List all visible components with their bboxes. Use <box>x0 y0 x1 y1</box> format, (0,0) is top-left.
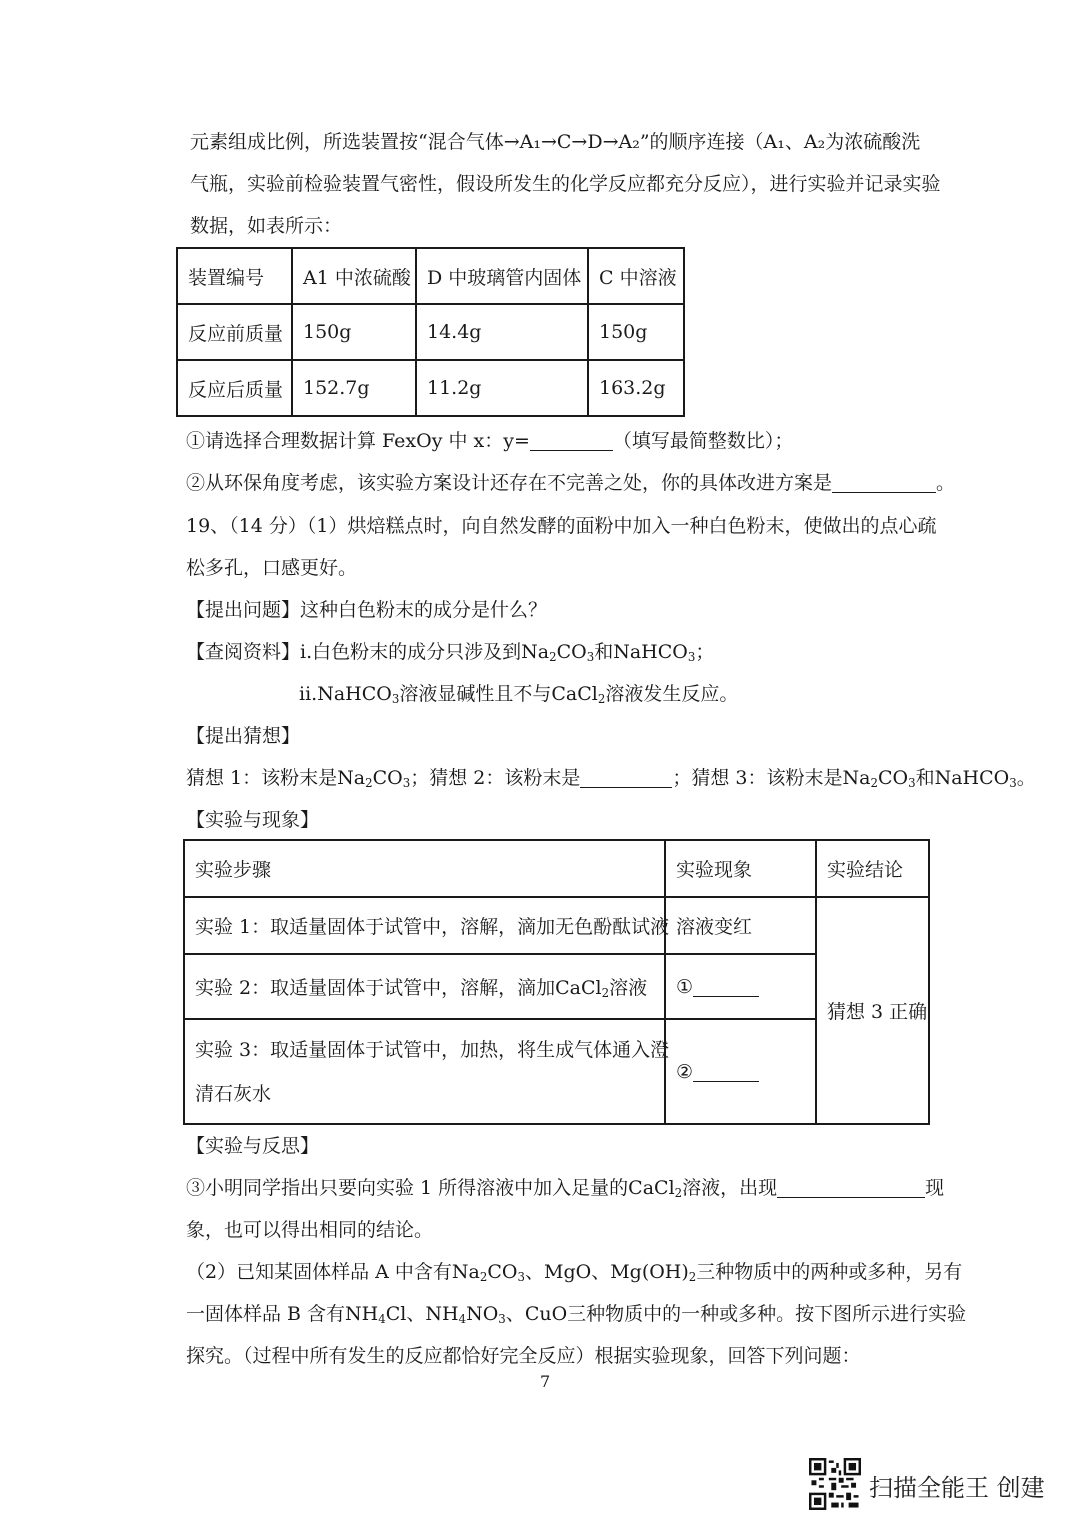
table-cell: 11.2g <box>416 360 588 416</box>
formula-subscript: 2 <box>597 691 606 706</box>
table-cell: 163.2g <box>588 360 684 416</box>
formula-subscript: 3 <box>498 1311 506 1326</box>
experiment-table-header-row <box>184 840 929 897</box>
formula-part: CO <box>556 641 587 663</box>
guess-3-text: ；猜想 3：该粉末是 <box>672 767 843 789</box>
table-cell: 溶液变红 <box>665 897 816 954</box>
table-cell: 150g <box>292 304 416 360</box>
formula-subscript: 3 <box>402 775 411 790</box>
table-cell: 反应后质量 <box>177 360 292 416</box>
guess-and: 和 <box>915 767 935 789</box>
formula-subscript: 2 <box>688 1269 697 1284</box>
part2-line-1 <box>186 1261 962 1284</box>
reflect-prefix: ③小明同学指出只要向实验 1 所得溶液中加入足量的 <box>186 1177 629 1199</box>
reflection-line-2: 象，也可以得出相同的结论。 <box>186 1219 434 1241</box>
table-cell: 实验步骤 <box>184 840 665 897</box>
table-cell: 装置编号 <box>177 248 292 304</box>
formula-subscript: 2 <box>479 1269 488 1284</box>
formula-subscript: 2 <box>870 775 878 790</box>
formula-nh4no3 <box>425 1303 505 1325</box>
formula-subscript: 2 <box>549 649 557 664</box>
page-number: 7 <box>540 1372 551 1391</box>
formula-part: Mg(OH) <box>610 1261 689 1283</box>
formula-subscript: 2 <box>365 775 373 790</box>
answer-blank[interactable] <box>777 1178 925 1198</box>
formula-nahco3 <box>935 767 1017 789</box>
section-label: 【实验与反思】 <box>186 1135 320 1157</box>
formula-part: CO <box>487 1261 518 1283</box>
table-cell: A1 中浓硫酸 <box>292 248 416 304</box>
hypotheses <box>186 767 1036 790</box>
table-row <box>177 360 684 416</box>
table-cell: 反应前质量 <box>177 304 292 360</box>
p2-line2-a: 一固体样品 B 含有 <box>186 1303 346 1325</box>
table-cell <box>665 954 816 1019</box>
intro-line-2: 气瓶，实验前检验装置气密性，假设所发生的化学反应都充分反应），进行实验并记录实验 <box>190 173 941 195</box>
formula-part: NaHCO <box>613 641 688 663</box>
table-cell: 实验现象 <box>665 840 816 897</box>
formula-part: CaCl <box>555 977 602 999</box>
formula-part: Na <box>451 1261 480 1283</box>
ref-i-mid: 和 <box>594 641 614 663</box>
formula-part: NaHCO <box>934 767 1010 789</box>
formula-na2co3 <box>452 1261 525 1283</box>
formula-part: Na <box>337 767 366 789</box>
q18-part1-suffix: （填写最简整数比）； <box>612 430 794 452</box>
separator: 、 <box>505 1303 525 1325</box>
reference-i <box>186 641 714 664</box>
q18-part1 <box>186 430 793 453</box>
q18-part1-prefix: ①请选择合理数据计算 FexOy 中 x：y= <box>186 430 530 452</box>
formula-cuo: CuO <box>524 1303 568 1325</box>
formula-subscript: 4 <box>378 1311 386 1326</box>
ask-text: 这种白色粉末的成分是什么？ <box>300 599 548 621</box>
formula-part: CO <box>372 767 403 789</box>
answer-blank[interactable] <box>693 977 759 997</box>
formula-subscript: 2 <box>601 985 610 1000</box>
formula-subscript: 3 <box>687 649 696 664</box>
part2-line-3: 探究。（过程中所有发生的反应都恰好完全反应）根据实验现象，回答下列问题： <box>186 1345 861 1367</box>
mass-table-header-row <box>177 248 684 304</box>
table-cell <box>665 1019 816 1124</box>
formula-subscript: 3 <box>517 1269 525 1284</box>
section-label: 【提出猜想】 <box>186 725 301 747</box>
formula-part: CaCl <box>628 1177 675 1199</box>
row3-step-line-1: 实验 3：取适量固体于试管中，加热，将生成气体通入澄 <box>195 1038 670 1061</box>
table-cell: 150g <box>588 304 684 360</box>
separator: 、 <box>524 1261 544 1283</box>
formula-subscript: 3 <box>586 649 595 664</box>
qr-code-icon <box>809 1458 861 1510</box>
formula-nahco3 <box>317 683 399 705</box>
section-label: 【查阅资料】 <box>186 641 301 663</box>
answer-marker: ② <box>676 1060 694 1083</box>
formula-part: Cl <box>385 1303 407 1325</box>
ref-i-prefix: i.白色粉末的成分只涉及到 <box>300 641 522 663</box>
formula-mgo: MgO <box>543 1261 592 1283</box>
formula-mgoh2 <box>610 1261 696 1283</box>
ref-i-end: ； <box>695 641 715 663</box>
formula-part: Na <box>521 641 550 663</box>
formula-subscript: 3 <box>391 691 400 706</box>
formula-nahco3 <box>613 641 695 663</box>
intro-line-1: 元素组成比例，所选装置按“混合气体→A₁→C→D→A₂”的顺序连接（A₁、A₂为浓硫酸洗 <box>190 131 921 153</box>
formula-cacl2 <box>555 977 609 999</box>
answer-blank[interactable] <box>832 473 936 493</box>
q18-part2 <box>186 472 955 495</box>
reference-ii <box>299 683 738 706</box>
separator: 、 <box>406 1303 426 1325</box>
formula-part: Na <box>842 767 871 789</box>
formula-na2co3 <box>521 641 594 663</box>
formula-part: NO <box>466 1303 499 1325</box>
formula-na2co3 <box>843 767 916 789</box>
ref-ii-prefix: ii. <box>299 683 318 705</box>
ask-question <box>186 599 547 622</box>
table-cell: 实验 1：取适量固体于试管中，溶解，滴加无色酚酞试液 <box>184 897 665 954</box>
part2-line-2 <box>186 1303 966 1326</box>
reflection-line-1 <box>186 1177 944 1200</box>
reflect-end: 现 <box>925 1177 945 1199</box>
q18-part2-suffix: 。 <box>936 472 956 494</box>
table-cell: 14.4g <box>416 304 588 360</box>
table-cell: 152.7g <box>292 360 416 416</box>
answer-marker: ① <box>676 975 694 998</box>
answer-blank[interactable] <box>693 1062 759 1082</box>
section-label: 【实验与现象】 <box>186 809 320 831</box>
q19-line-2: 松多孔，口感更好。 <box>186 557 358 579</box>
formula-cacl2 <box>628 1177 682 1199</box>
ref-ii-mid: 溶液显碱性且不与 <box>399 683 552 705</box>
table-row <box>177 304 684 360</box>
ref-ii-end: 溶液发生反应。 <box>605 683 739 705</box>
formula-subscript: 3 <box>1009 775 1017 790</box>
table-cell: 实验结论 <box>816 840 929 897</box>
guess-end: 。 <box>1016 767 1036 789</box>
guess-2-text: ；猜想 2：该粉末是 <box>410 767 581 789</box>
experiment-table <box>183 839 930 1125</box>
q18-part2-prefix: ②从环保角度考虑，该实验方案设计还存在不完善之处，你的具体改进方案是 <box>186 472 833 494</box>
separator: 、 <box>591 1261 611 1283</box>
formula-subscript: 3 <box>908 775 916 790</box>
formula-part: CO <box>877 767 909 789</box>
formula-nh4cl <box>345 1303 406 1325</box>
formula-part: NH <box>425 1303 459 1325</box>
table-cell: C 中溶液 <box>588 248 684 304</box>
row3-step-line-2: 清石灰水 <box>195 1082 272 1105</box>
p2-line2-b: 三种物质中的一种或多种。按下图所示进行实验 <box>567 1303 967 1325</box>
section-label: 【提出问题】 <box>186 599 301 621</box>
p2-line1-b: 三种物质中的两种或多种，另有 <box>696 1261 963 1283</box>
table-cell <box>184 954 665 1019</box>
formula-cacl2 <box>551 683 605 705</box>
q19-line-1: 19、（14 分）（1）烘焙糕点时，向自然发酵的面粉中加入一种白色粉末，使做出的点心疏 <box>186 515 937 537</box>
guess-1-text: 猜想 1：该粉末是 <box>186 767 338 789</box>
table-cell <box>184 1019 670 1124</box>
p2-line1-a: （2）已知某固体样品 A 中含有 <box>186 1261 452 1283</box>
formula-subscript: 2 <box>674 1185 683 1200</box>
scanner-watermark: 扫描全能王 创建 <box>869 1474 1045 1502</box>
intro-line-3: 数据，如表所示： <box>190 215 343 237</box>
row2-step-prefix: 实验 2：取适量固体于试管中，溶解，滴加 <box>195 977 556 999</box>
conclusion-cell: 猜想 3 正确 <box>816 897 929 1124</box>
formula-part: NH <box>345 1303 379 1325</box>
row2-step-suffix: 溶液 <box>609 977 648 999</box>
formula-part: NaHCO <box>317 683 392 705</box>
answer-blank[interactable] <box>530 431 613 451</box>
formula-part: CaCl <box>551 683 598 705</box>
formula-subscript: 4 <box>458 1311 467 1326</box>
mass-table <box>176 247 685 417</box>
formula-na2co3 <box>337 767 410 789</box>
table-row <box>184 897 929 954</box>
answer-blank[interactable] <box>580 768 672 788</box>
table-cell: D 中玻璃管内固体 <box>416 248 588 304</box>
reflect-mid: 溶液，出现 <box>682 1177 778 1199</box>
